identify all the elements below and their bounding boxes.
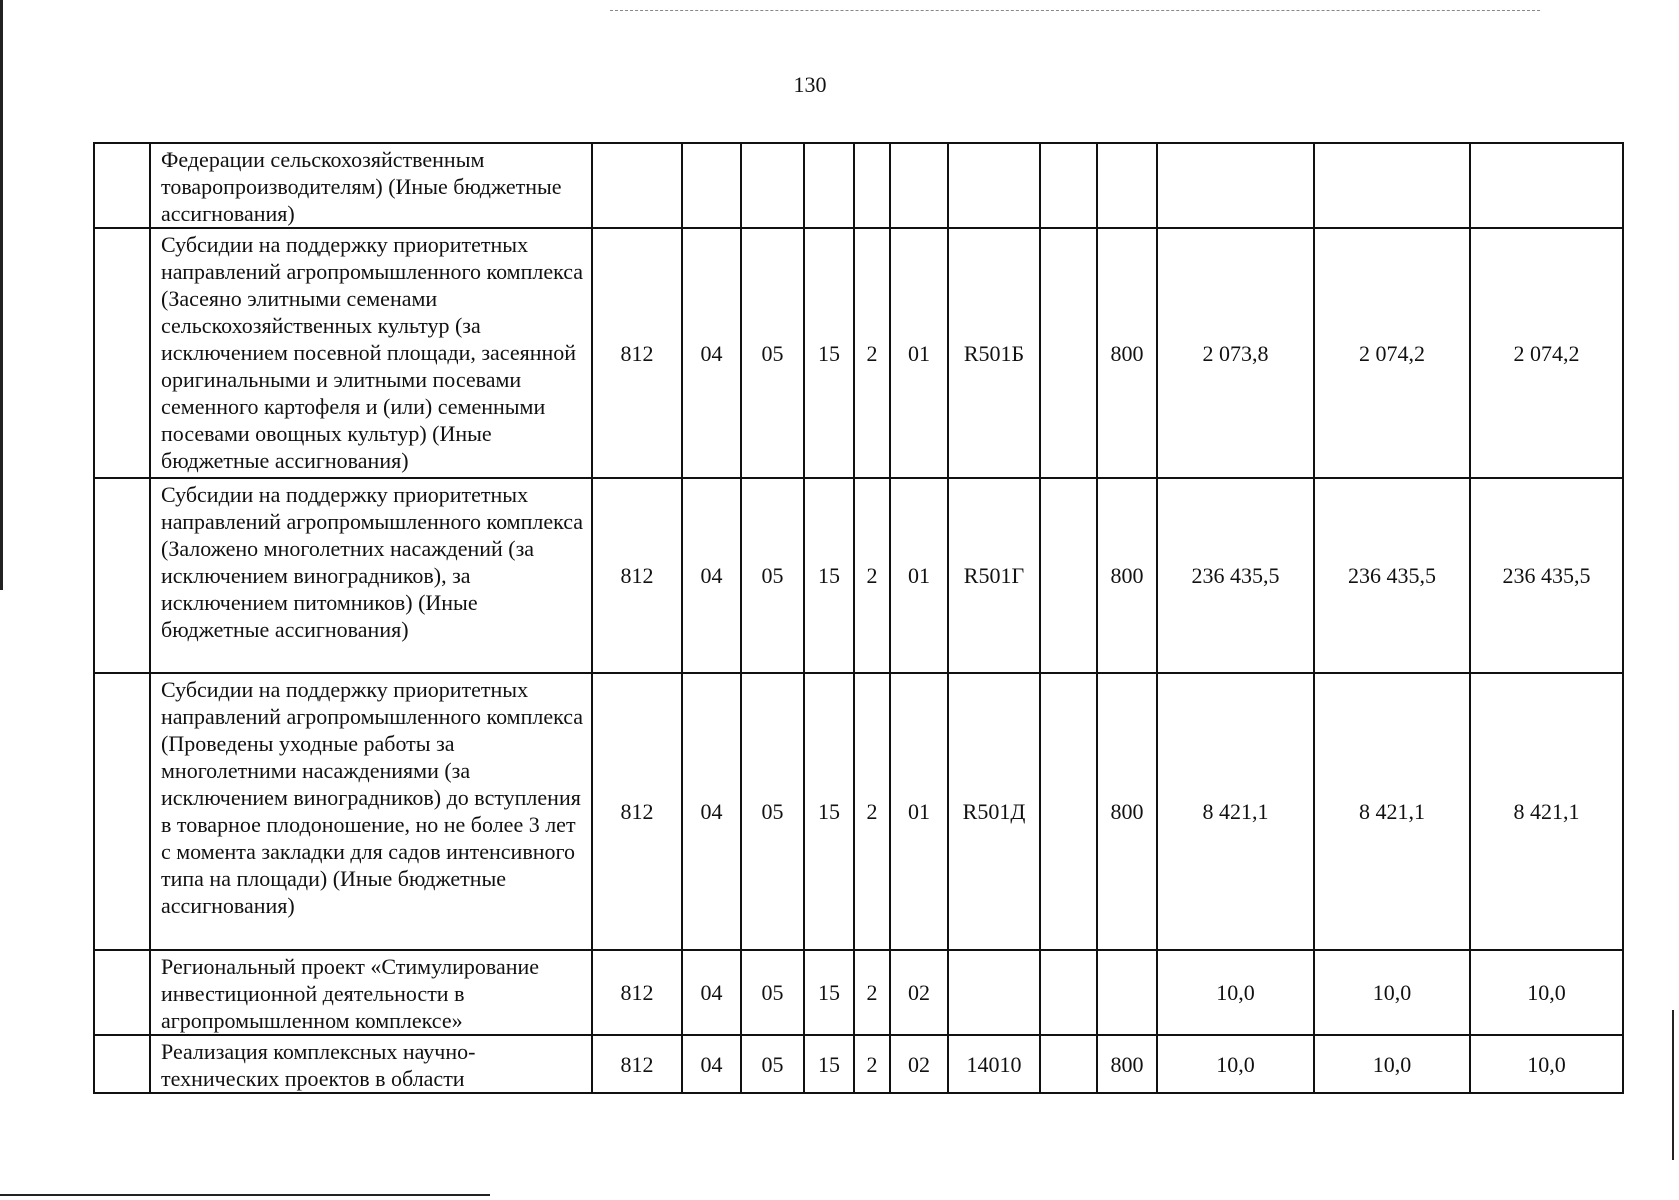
program-cell: 15 (804, 228, 854, 478)
row-index-cell (94, 143, 150, 228)
subsection-cell: 05 (741, 673, 804, 950)
amount-2-cell: 10,0 (1314, 950, 1470, 1035)
subprogram-cell: 2 (854, 478, 890, 673)
activity-cell: 01 (890, 478, 948, 673)
description-cell: Федерации сельскохозяйственным товаропроизводителям) (Иные бюджетные ассигнования) (150, 143, 592, 228)
amount-1-cell: 2 073,8 (1157, 228, 1314, 478)
row-index-cell (94, 673, 150, 950)
subsection-cell: 05 (741, 478, 804, 673)
direction-cell (948, 950, 1040, 1035)
amount-3-cell: 10,0 (1470, 950, 1623, 1035)
page-number: 130 (793, 72, 827, 97)
expense-type-cell: 800 (1097, 673, 1157, 950)
table-row (94, 950, 1623, 1035)
section-cell: 04 (682, 673, 741, 950)
description-cell: Субсидии на поддержку приоритетных направлений агропромышленного комплекса (Засеяно элитными семенами сельскохозяйственных культур (за исключением посевной площади, засеянной оригинальными и элитными посевами семенного картофеля и (или) семенными посевами овощных культур) (Иные бюджетные ассигнования) (150, 228, 592, 478)
direction-cell: R501Б (948, 228, 1040, 478)
expense-type-cell (1097, 950, 1157, 1035)
program-cell: 15 (804, 950, 854, 1035)
scan-edge-left (0, 0, 3, 590)
blank-cell (1040, 1035, 1097, 1093)
subprogram-cell: 2 (854, 1035, 890, 1093)
row-index-cell (94, 228, 150, 478)
subsection-cell: 05 (741, 1035, 804, 1093)
blank-cell (1040, 950, 1097, 1035)
row-index-cell (94, 950, 150, 1035)
subsection-cell: 05 (741, 950, 804, 1035)
activity-cell: 02 (890, 950, 948, 1035)
blank-cell (1040, 478, 1097, 673)
section-cell: 04 (682, 1035, 741, 1093)
subprogram-cell: 2 (854, 950, 890, 1035)
dept-code-cell: 812 (592, 1035, 682, 1093)
budget-table-container (93, 142, 1624, 1094)
scan-edge-right (1672, 1010, 1674, 1160)
amount-1-cell (1157, 143, 1314, 228)
dept-code-cell: 812 (592, 228, 682, 478)
subprogram-cell (854, 143, 890, 228)
blank-cell (1040, 228, 1097, 478)
program-cell: 15 (804, 1035, 854, 1093)
program-cell: 15 (804, 673, 854, 950)
table-row (94, 143, 1623, 228)
dept-code-cell: 812 (592, 478, 682, 673)
description-cell: Субсидии на поддержку приоритетных направлений агропромышленного комплекса (Проведены уходные работы за многолетними насаждениями (за исключением виноградников) до вступления в товарное плодоношение, но не более 3 лет с момента закладки для садов интенсивного типа на площади) (Иные бюджетные ассигнования) (150, 673, 592, 950)
amount-1-cell: 10,0 (1157, 1035, 1314, 1093)
amount-3-cell: 236 435,5 (1470, 478, 1623, 673)
row-index-cell (94, 1035, 150, 1093)
amount-3-cell: 8 421,1 (1470, 673, 1623, 950)
expense-type-cell: 800 (1097, 1035, 1157, 1093)
row-index-cell (94, 478, 150, 673)
direction-cell: R501Д (948, 673, 1040, 950)
dept-code-cell: 812 (592, 950, 682, 1035)
amount-2-cell: 236 435,5 (1314, 478, 1470, 673)
direction-cell (948, 143, 1040, 228)
table-row (94, 478, 1623, 673)
blank-cell (1040, 673, 1097, 950)
amount-1-cell: 8 421,1 (1157, 673, 1314, 950)
dept-code-cell: 812 (592, 673, 682, 950)
amount-2-cell (1314, 143, 1470, 228)
section-cell: 04 (682, 228, 741, 478)
amount-3-cell: 2 074,2 (1470, 228, 1623, 478)
amount-3-cell (1470, 143, 1623, 228)
section-cell: 04 (682, 950, 741, 1035)
section-cell: 04 (682, 478, 741, 673)
scan-edge-top (610, 10, 1540, 11)
subprogram-cell: 2 (854, 673, 890, 950)
description-cell: Реализация комплексных научно-технических проектов в области (150, 1035, 592, 1093)
description-cell: Субсидии на поддержку приоритетных направлений агропромышленного комплекса (Заложено многолетних насаждений (за исключением виноградников), за исключением питомников) (Иные бюджетные ассигнования) (150, 478, 592, 673)
amount-2-cell: 10,0 (1314, 1035, 1470, 1093)
scan-edge-bottom (0, 1194, 490, 1196)
amount-2-cell: 8 421,1 (1314, 673, 1470, 950)
activity-cell: 02 (890, 1035, 948, 1093)
blank-cell (1040, 143, 1097, 228)
direction-cell: R501Г (948, 478, 1040, 673)
table-row (94, 228, 1623, 478)
table-body (94, 143, 1623, 1093)
expense-type-cell: 800 (1097, 228, 1157, 478)
amount-3-cell: 10,0 (1470, 1035, 1623, 1093)
subprogram-cell: 2 (854, 228, 890, 478)
expense-type-cell: 800 (1097, 478, 1157, 673)
section-cell (682, 143, 741, 228)
dept-code-cell (592, 143, 682, 228)
amount-2-cell: 2 074,2 (1314, 228, 1470, 478)
amount-1-cell: 236 435,5 (1157, 478, 1314, 673)
subsection-cell: 05 (741, 228, 804, 478)
subsection-cell (741, 143, 804, 228)
activity-cell: 01 (890, 673, 948, 950)
amount-1-cell: 10,0 (1157, 950, 1314, 1035)
table-row (94, 673, 1623, 950)
program-cell (804, 143, 854, 228)
program-cell: 15 (804, 478, 854, 673)
expense-type-cell (1097, 143, 1157, 228)
budget-table (93, 142, 1624, 1094)
activity-cell: 01 (890, 228, 948, 478)
direction-cell: 14010 (948, 1035, 1040, 1093)
table-row (94, 1035, 1623, 1093)
activity-cell (890, 143, 948, 228)
description-cell: Региональный проект «Стимулирование инвестиционной деятельности в агропромышленном комплексе» (150, 950, 592, 1035)
